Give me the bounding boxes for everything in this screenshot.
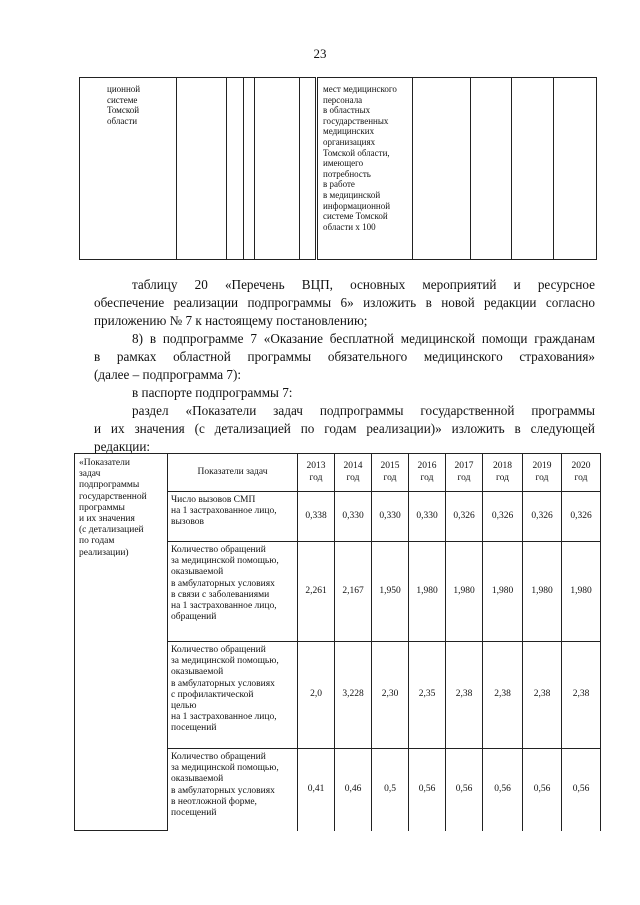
text-line: редакции: [94, 439, 151, 454]
empty-cell [244, 78, 255, 260]
text-line: в неотложной форме, [171, 796, 257, 807]
text-line: Число вызовов СМП [171, 495, 256, 505]
indicator-name [168, 749, 298, 831]
indicator-value: 0,56 [483, 749, 523, 831]
indicator-value: 2,38 [446, 642, 483, 749]
header-indicators: Показатели задач [168, 454, 298, 492]
header-year [298, 454, 335, 492]
header-year [523, 454, 562, 492]
text-line: в работе [323, 179, 355, 190]
text-line: организациях [323, 136, 376, 147]
indicator-value: 0,56 [562, 749, 601, 831]
text-line: в рамках областной программы обязательного медицинского страхования» [94, 349, 595, 364]
text-line: по годам [79, 536, 115, 547]
indicator-value: 0,5 [372, 749, 409, 831]
empty-cell [413, 78, 471, 260]
text-line: в амбулаторных условиях [171, 578, 275, 589]
text-line: государственной [79, 491, 147, 502]
indicator-value: 0,326 [523, 492, 562, 542]
header-year [335, 454, 372, 492]
indicator-name [168, 542, 298, 642]
indicator-value: 1,980 [409, 542, 446, 642]
text-line: с профилактической [171, 689, 254, 700]
text-line: в медицинской [323, 189, 381, 200]
indicator-name [168, 492, 298, 542]
text-line: оказываемой [171, 774, 224, 785]
text-line: и их значения [79, 514, 135, 525]
paragraph-passport [94, 384, 595, 402]
text-line: в амбулаторных условиях [171, 678, 275, 689]
year-value: 2016 [417, 461, 437, 472]
text-line: персонала [323, 94, 363, 105]
paragraph-table-20 [94, 276, 595, 330]
text-line: обращений [171, 612, 217, 623]
header-year [409, 454, 446, 492]
text-line: обеспечение реализации подпрограммы 6» изложить в новой редакции согласно [94, 295, 595, 310]
year-value: 2020 [571, 461, 591, 472]
text-line: таблицу 20 «Перечень ВЦП, основных мероприятий и ресурсное [132, 277, 595, 292]
indicator-value: 0,46 [335, 749, 372, 831]
text-line: программы [79, 502, 125, 513]
year-unit: год [535, 472, 549, 483]
text-line: на 1 застрахованное лицо, [171, 506, 277, 517]
indicators-table [74, 453, 601, 831]
text-line: Количество обращений [171, 545, 266, 555]
indicator-value: 0,326 [483, 492, 523, 542]
text-line: задач [79, 469, 101, 480]
text-line: «Показатели [79, 458, 130, 468]
text-line: мест медицинского [323, 84, 397, 94]
header-year [562, 454, 601, 492]
program-name-cell [80, 78, 177, 260]
year-unit: год [420, 472, 434, 483]
year-value: 2014 [343, 461, 363, 472]
indicator-value: 0,338 [298, 492, 335, 542]
indicator-value: 1,980 [523, 542, 562, 642]
text-line: Томской области, [323, 147, 390, 158]
indicator-name [168, 642, 298, 749]
text-line: подпрограммы [79, 480, 140, 491]
paragraph-section [94, 402, 595, 456]
text-line: на 1 застрахованное лицо, [171, 712, 277, 723]
indicator-value: 0,56 [523, 749, 562, 831]
indicator-value: 0,41 [298, 749, 335, 831]
header-year [372, 454, 409, 492]
year-value: 2018 [493, 461, 512, 472]
indicator-value: 0,326 [562, 492, 601, 542]
indicator-value: 2,30 [372, 642, 409, 749]
year-unit: год [346, 472, 360, 483]
indicator-value: 1,980 [562, 542, 601, 642]
empty-cell [177, 78, 227, 260]
header-year [483, 454, 523, 492]
text-line: за медицинской помощью, [171, 556, 279, 567]
text-line: посещений [171, 808, 217, 819]
paragraph-subprogram-7 [94, 330, 595, 384]
indicator-value: 2,167 [335, 542, 372, 642]
text-line: системе [107, 94, 138, 105]
text-line: Количество обращений [171, 645, 266, 655]
indicator-value: 2,35 [409, 642, 446, 749]
empty-cell [471, 78, 512, 260]
indicator-formula-cell [317, 78, 413, 260]
text-line: за медицинской помощью, [171, 656, 279, 667]
indicator-value: 1,950 [372, 542, 409, 642]
text-line: в связи с заболеваниями [171, 589, 270, 600]
year-unit: год [457, 472, 471, 483]
indicator-value: 1,980 [446, 542, 483, 642]
year-value: 2015 [380, 461, 400, 472]
indicator-value: 2,38 [562, 642, 601, 749]
text-line: Количество обращений [171, 752, 266, 762]
empty-cell [227, 78, 244, 260]
year-unit: год [496, 472, 509, 483]
indicator-value: 1,980 [483, 542, 523, 642]
text-line: имеющего [323, 158, 364, 169]
text-line: системе Томской [323, 211, 388, 222]
text-line: в областных [323, 105, 371, 116]
page-number: 23 [313, 46, 327, 61]
text-line: реализации) [79, 547, 129, 558]
indicator-value: 2,38 [523, 642, 562, 749]
text-line: в паспорте подпрограммы 7: [132, 385, 293, 400]
year-value: 2013 [306, 461, 326, 472]
indicator-value: 0,330 [409, 492, 446, 542]
text-line: за медицинской помощью, [171, 763, 279, 774]
empty-cell [512, 78, 554, 260]
text-line: вызовов [171, 517, 204, 528]
text-line: и их значения (с детализацией по годам реализации)» изложить в следующей [94, 421, 595, 436]
indicator-value: 0,56 [446, 749, 483, 831]
indicator-value: 2,38 [483, 642, 523, 749]
text-line: государственных [323, 115, 389, 126]
text-line: медицинских [323, 126, 375, 137]
year-value: 2019 [532, 461, 552, 472]
text-line: (с детализацией [79, 525, 144, 536]
text-line: целью [171, 701, 197, 712]
indicator-value: 3,228 [335, 642, 372, 749]
section-label-cell [75, 454, 168, 831]
text-line: раздел «Показатели задач подпрограммы государственной программы [132, 403, 595, 418]
empty-cell [554, 78, 597, 260]
text-line: потребность [323, 168, 371, 179]
text-line: приложению № 7 к настоящему постановлению; [94, 313, 368, 328]
year-unit: год [383, 472, 397, 483]
text-line: оказываемой [171, 667, 224, 678]
text-line: информационной [323, 200, 391, 211]
text-line: посещений [171, 723, 217, 734]
year-unit: год [574, 472, 588, 483]
indicator-value: 0,56 [409, 749, 446, 831]
indicator-value: 0,326 [446, 492, 483, 542]
year-unit: год [309, 472, 323, 483]
text-line: оказываемой [171, 567, 224, 578]
text-line: области [107, 115, 138, 126]
continuation-table [79, 77, 597, 260]
empty-cell [255, 78, 300, 260]
empty-cell [300, 78, 317, 260]
text-line: 8) в подпрограмме 7 «Оказание бесплатной медицинской помощи гражданам [132, 331, 595, 346]
indicator-value: 0,330 [335, 492, 372, 542]
text-line: на 1 застрахованное лицо, [171, 601, 277, 612]
text-line: в амбулаторных условиях [171, 785, 275, 796]
indicator-value: 0,330 [372, 492, 409, 542]
year-value: 2017 [454, 461, 474, 472]
text-line: области х 100 [323, 221, 376, 232]
indicator-value: 2,0 [298, 642, 335, 749]
text-line: ционной [107, 84, 141, 94]
indicator-value: 2,261 [298, 542, 335, 642]
text-line: (далее – подпрограмма 7): [94, 367, 242, 382]
header-year [446, 454, 483, 492]
text-line: Томской [107, 105, 140, 116]
